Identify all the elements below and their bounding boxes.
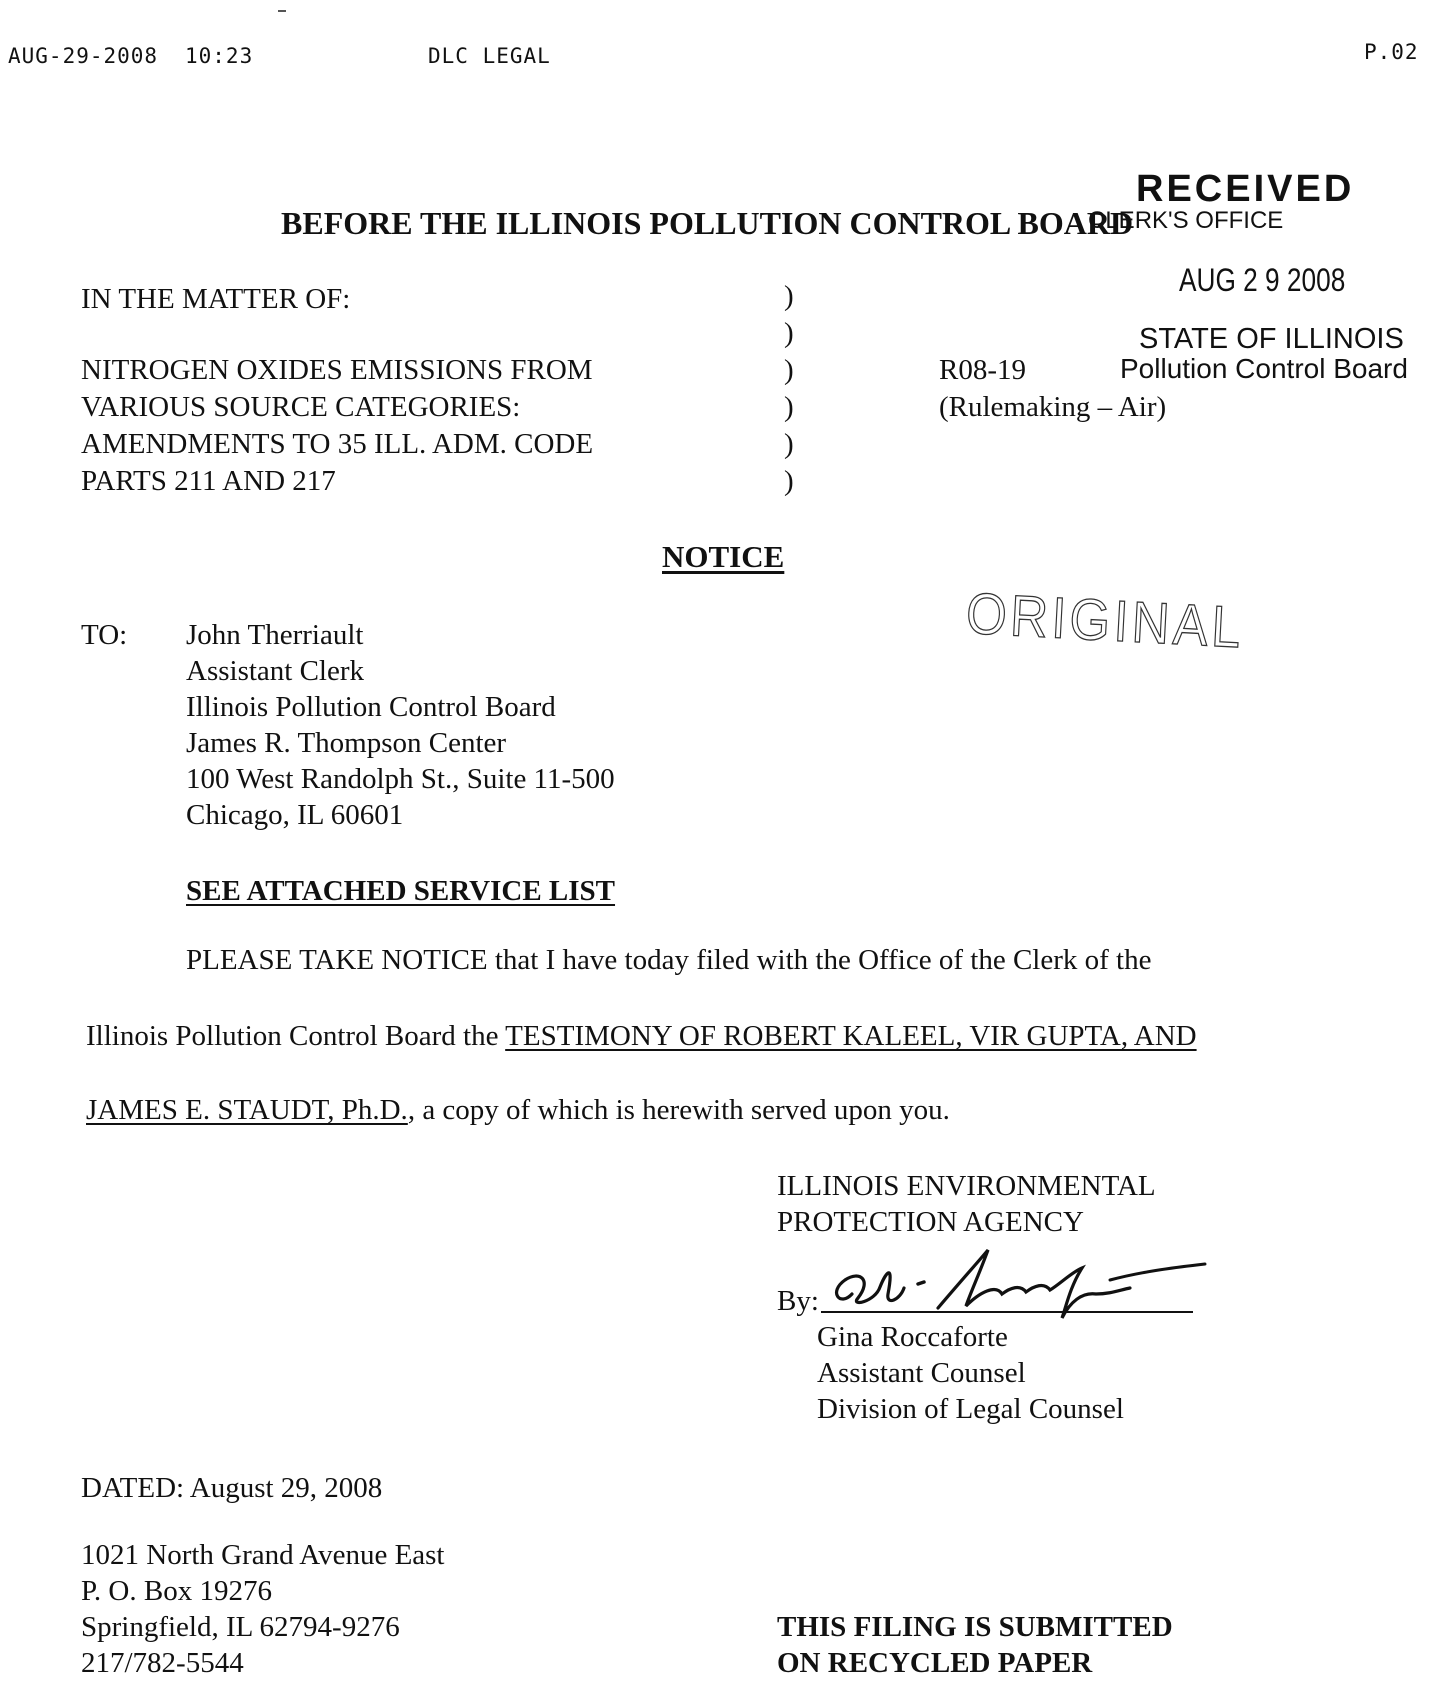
caption-paren: ): [784, 428, 794, 460]
docket-number: R08-19: [939, 354, 1026, 386]
address-line: 1021 North Grand Avenue East: [81, 1539, 445, 1571]
caption-line: AMENDMENTS TO 35 ILL. ADM. CODE: [81, 428, 594, 460]
agency-name: ILLINOIS ENVIRONMENTAL: [777, 1170, 1156, 1202]
stamp-board: Pollution Control Board: [1120, 353, 1408, 384]
agency-name: PROTECTION AGENCY: [777, 1206, 1084, 1238]
to-label: TO:: [81, 619, 128, 651]
caption-line: NITROGEN OXIDES EMISSIONS FROM: [81, 354, 593, 386]
stamp-state: STATE OF ILLINOIS: [1139, 323, 1404, 355]
recycled-note: ON RECYCLED PAPER: [777, 1647, 1093, 1679]
address-line: P. O. Box 19276: [81, 1575, 272, 1607]
clerks-office-stamp: CLERK'S OFFICE: [1088, 207, 1284, 234]
fax-page-number: P.02: [1364, 40, 1419, 64]
fax-date: AUG-29-2008: [8, 44, 159, 68]
signer-name: Gina Roccaforte: [817, 1321, 1008, 1353]
signer-title: Assistant Counsel: [817, 1357, 1026, 1389]
stamp-date: AUG 2 9 2008: [1179, 262, 1346, 298]
testimony-authors: JAMES E. STAUDT, Ph.D.: [86, 1094, 408, 1126]
received-stamp: RECEIVED: [1136, 168, 1355, 210]
notice-body-line: Illinois Pollution Control Board the TESTIMONY OF ROBERT KALEEL, VIR GUPTA, AND: [86, 1020, 1197, 1052]
recipient-line: John Therriault: [186, 619, 364, 651]
recycled-note: THIS FILING IS SUBMITTED: [777, 1611, 1173, 1643]
original-stamp: ORIGINAL: [964, 580, 1246, 661]
caption-paren: ): [784, 465, 794, 497]
recipient-line: 100 West Randolph St., Suite 11-500: [186, 763, 615, 795]
recipient-line: Chicago, IL 60601: [186, 799, 404, 831]
caption-paren: ): [784, 280, 794, 312]
notice-body-line: JAMES E. STAUDT, Ph.D., a copy of which is herewith served upon you.: [86, 1094, 950, 1126]
caption-paren: ): [784, 354, 794, 386]
address-line: 217/782-5544: [81, 1647, 244, 1679]
address-line: Springfield, IL 62794-9276: [81, 1611, 400, 1643]
recipient-line: James R. Thompson Center: [186, 727, 507, 759]
notice-title: NOTICE: [662, 539, 785, 574]
service-list-heading: SEE ATTACHED SERVICE LIST: [186, 875, 616, 907]
by-label: By:: [777, 1285, 819, 1317]
recipient-line: Assistant Clerk: [186, 655, 365, 687]
docket-type: (Rulemaking – Air): [939, 391, 1167, 423]
fax-sender: DLC LEGAL: [428, 44, 551, 68]
signer-division: Division of Legal Counsel: [817, 1393, 1124, 1425]
dated-line: DATED: August 29, 2008: [81, 1472, 383, 1504]
scan-mark: [278, 10, 286, 12]
fax-time: 10:23: [185, 44, 254, 68]
caption-line: VARIOUS SOURCE CATEGORIES:: [81, 391, 521, 423]
page-heading: BEFORE THE ILLINOIS POLLUTION CONTROL BOARD: [281, 205, 1134, 241]
matter-of-label: IN THE MATTER OF:: [81, 283, 351, 315]
recipient-line: Illinois Pollution Control Board: [186, 691, 556, 723]
notice-body-line: PLEASE TAKE NOTICE that I have today filed with the Office of the Clerk of the: [186, 944, 1152, 976]
testimony-title: TESTIMONY OF ROBERT KALEEL, VIR GUPTA, AND: [505, 1020, 1197, 1052]
signature-scribble: [820, 1232, 1210, 1322]
caption-paren: ): [784, 317, 794, 349]
caption-line: PARTS 211 AND 217: [81, 465, 336, 497]
caption-paren: ): [784, 391, 794, 423]
